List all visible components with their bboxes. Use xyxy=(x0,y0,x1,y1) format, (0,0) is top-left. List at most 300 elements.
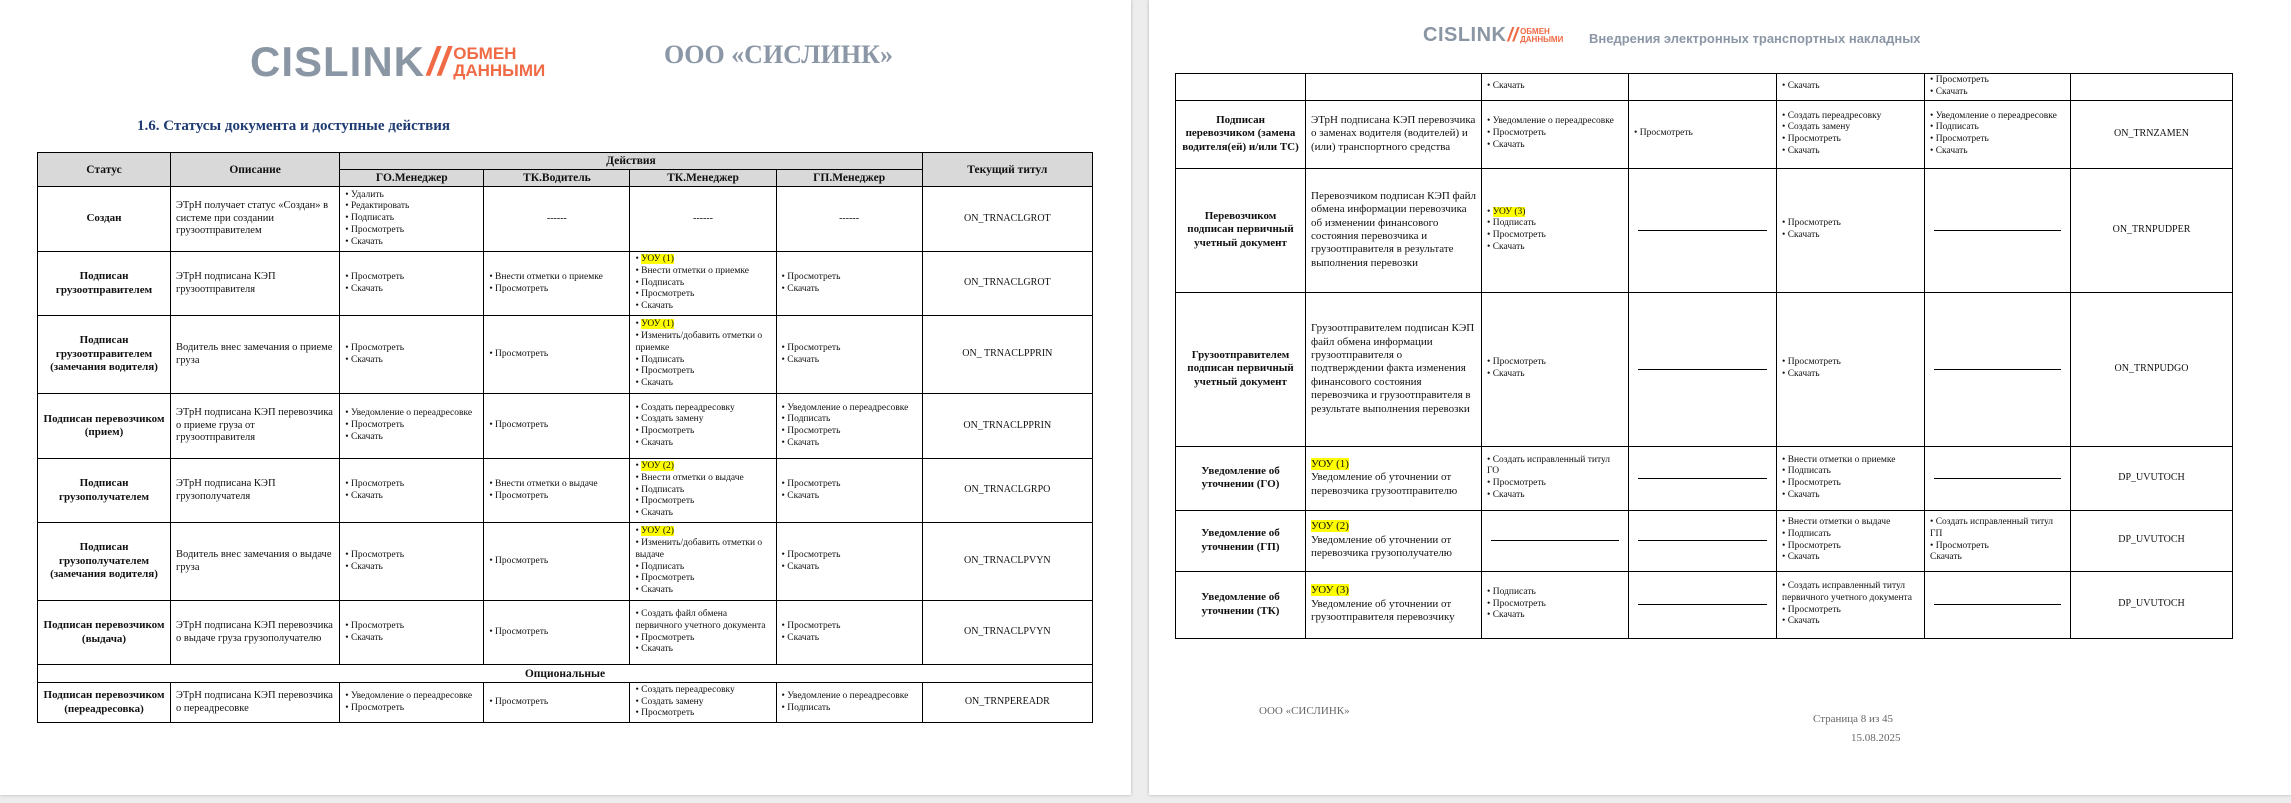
header-description: Описание xyxy=(171,153,340,187)
document-title: Внедрения электронных транспортных накладных xyxy=(1589,31,1921,46)
actions-cell-gp xyxy=(776,252,922,316)
action-item: • Просмотреть xyxy=(345,703,478,715)
table-row xyxy=(38,394,1093,459)
actions-cell-go xyxy=(340,316,484,394)
action-item: • Подписать xyxy=(1487,587,1623,599)
actions-cell-tkm xyxy=(630,316,776,394)
actions-cell-c6 xyxy=(1925,571,2071,638)
action-item: • Скачать xyxy=(1487,490,1623,502)
action-item: • Уведомление о переадресовке xyxy=(1930,111,2065,123)
actions-cell-tkm xyxy=(630,394,776,459)
action-item: • Внести отметки о приемке xyxy=(1782,455,1919,467)
action-list xyxy=(1782,218,1919,242)
description-cell: ЭТрН подписана КЭП грузополучателя xyxy=(171,459,340,523)
action-item: • Просмотреть xyxy=(345,550,478,562)
actions-cell-tkv xyxy=(484,394,630,459)
actions-cell-go xyxy=(1482,571,1629,638)
actions-cell-gp: ------ xyxy=(776,187,922,252)
action-item: • Создать исправленный титул ГП xyxy=(1930,517,2065,541)
actions-cell-gp xyxy=(776,394,922,459)
description-cell: ЭТрН подписана КЭП грузоотправителя xyxy=(171,252,340,316)
header-tkv: ТК.Водитель xyxy=(484,170,630,187)
action-list xyxy=(345,621,478,645)
actions-cell xyxy=(1629,74,1777,101)
action-list xyxy=(782,343,917,367)
uou-badge xyxy=(635,461,770,473)
action-item: • Скачать xyxy=(345,237,478,249)
actions-cell-gp xyxy=(776,459,922,523)
action-item: • Уведомление о переадресовке xyxy=(782,691,917,703)
description-cell: Водитель внес замечания о приеме груза xyxy=(171,316,340,394)
cislink-logo: CISLINK // ОБМЕН ДАННЫМИ xyxy=(1423,24,1564,46)
action-list xyxy=(1487,207,1623,219)
action-item: • Просмотреть xyxy=(1782,134,1919,146)
table-row xyxy=(38,252,1093,316)
current-title-cell: DP_UVUTOCH xyxy=(2071,510,2233,571)
action-item: • Создать замену xyxy=(1782,122,1919,134)
actions-cell-go xyxy=(340,459,484,523)
action-item: • Подписать xyxy=(1487,218,1623,230)
action-item: • Скачать xyxy=(1782,369,1919,381)
action-item: • Просмотреть xyxy=(1782,218,1919,230)
uou-label: УОУ (3) xyxy=(1311,584,1349,597)
action-item: • Внести отметки о приемке xyxy=(489,272,624,284)
current-title-cell: ON_TRNACLGROT xyxy=(922,252,1092,316)
action-item: • Скачать xyxy=(1782,146,1919,158)
action-list xyxy=(782,403,917,450)
action-item: • Просмотреть xyxy=(635,289,770,301)
uou-badge xyxy=(635,526,770,538)
action-item: • Создать переадресовку xyxy=(635,685,770,697)
action-item: • Просмотреть xyxy=(782,621,917,633)
header-actions: Действия xyxy=(340,153,922,170)
action-item: • Просмотреть xyxy=(782,343,917,355)
action-list xyxy=(635,526,770,538)
description-cell: Водитель внес замечания о выдаче груза xyxy=(171,523,340,601)
action-item: • Уведомление о переадресовке xyxy=(345,691,478,703)
action-list xyxy=(489,556,624,568)
action-list xyxy=(635,319,770,331)
action-item: • Подписать xyxy=(1782,529,1919,541)
actions-cell-tkm xyxy=(630,683,776,723)
action-item: • Удалить xyxy=(345,190,478,202)
table-row-continued xyxy=(1176,74,2233,101)
actions-cell-go xyxy=(1482,168,1629,292)
action-item: • Скачать xyxy=(1782,230,1919,242)
actions-cell-gp xyxy=(776,683,922,723)
action-item: • Просмотреть xyxy=(635,366,770,378)
action-list xyxy=(1782,357,1919,381)
footer-date: 15.08.2025 xyxy=(1851,732,1901,744)
action-list xyxy=(635,685,770,720)
current-title-cell: ON_ TRNACLPPRIN xyxy=(922,316,1092,394)
uou-label: УОУ (1) xyxy=(641,254,674,265)
action-list xyxy=(782,550,917,574)
action-list xyxy=(489,479,624,503)
header-current-title: Текущий титул xyxy=(922,153,1092,187)
uou-label: УОУ (1) xyxy=(641,319,674,330)
action-item: • Подписать xyxy=(1930,122,2065,134)
action-list xyxy=(635,403,770,450)
description-text: Грузоотправителем подписан КЭП файл обмена информации грузоотправителя о подтверждении факта изменения финансового состояния перевозчика и грузоотправителя в результате выполнения перевозки xyxy=(1311,322,1475,415)
actions-cell-tkm xyxy=(630,252,776,316)
action-list xyxy=(635,609,770,656)
action-list xyxy=(1487,81,1623,93)
action-item: • Просмотреть xyxy=(782,550,917,562)
header-tkm: ТК.Менеджер xyxy=(630,170,776,187)
action-item: • Скачать xyxy=(345,355,478,367)
action-item: • Просмотреть xyxy=(782,272,917,284)
action-list xyxy=(1782,581,1919,628)
action-list xyxy=(635,538,770,597)
action-item: • Просмотреть xyxy=(1634,128,1771,140)
action-item: • Изменить/добавить отметки о приемке xyxy=(635,331,770,355)
action-item-tail: Скачать xyxy=(1930,552,1962,563)
table-row xyxy=(1176,510,2233,571)
uou-badge xyxy=(635,319,770,331)
description-cell xyxy=(1306,446,1482,510)
action-item: • Скачать xyxy=(635,438,770,450)
uou-label: УОУ (1) xyxy=(1311,457,1349,470)
status-cell: Перевозчиком подписан первичный учетный документ xyxy=(1176,168,1306,292)
actions-cell-gp xyxy=(776,523,922,601)
description-text: Перевозчиком подписан КЭП файл обмена информации перевозчика об изменении финансового состояния перевозчика и грузоотправителя в результате выполнения перевозки xyxy=(1311,189,1476,269)
table-row xyxy=(38,459,1093,523)
action-list xyxy=(782,272,917,296)
current-title-cell: ON_TRNPUDPER xyxy=(2071,168,2233,292)
actions-cell-tkm xyxy=(630,523,776,601)
table-row xyxy=(38,523,1093,601)
table-row xyxy=(38,683,1093,723)
current-title-cell: ON_TRNACLPVYN xyxy=(922,523,1092,601)
actions-cell-c5 xyxy=(1777,446,1925,510)
description-cell xyxy=(1306,74,1482,101)
action-item: • Просмотреть xyxy=(1487,478,1623,490)
actions-cell-tkv xyxy=(484,252,630,316)
action-item: • Просмотреть xyxy=(489,627,624,639)
header-go: ГО.Менеджер xyxy=(340,170,484,187)
status-cell xyxy=(1176,74,1306,101)
header-status: Статус xyxy=(38,153,171,187)
action-item: • Подписать xyxy=(345,213,478,225)
actions-cell-tkv xyxy=(484,459,630,523)
current-title-cell xyxy=(2071,74,2233,101)
action-item: • Внести отметки о приемке xyxy=(635,266,770,278)
actions-cell-c6 xyxy=(1925,446,2071,510)
action-item: • Просмотреть xyxy=(1930,134,2065,146)
description-cell: ЭТрН получает статус «Создан» в системе при создании грузоотправителем xyxy=(171,187,340,252)
action-list xyxy=(489,272,624,296)
actions-cell-tkv xyxy=(484,523,630,601)
action-item: • Скачать xyxy=(1487,140,1623,152)
action-item: • Подписать xyxy=(782,703,917,715)
action-item: • Просмотреть xyxy=(1782,605,1919,617)
actions-cell xyxy=(1925,74,2071,101)
document-page-1 xyxy=(0,0,1131,795)
action-item: • Уведомление о переадресовке xyxy=(345,408,478,420)
empty-line xyxy=(1638,230,1767,231)
uou-label: УОУ (2) xyxy=(1311,520,1349,533)
action-item: • Просмотреть xyxy=(635,573,770,585)
status-cell: Уведомление об уточнении (ТК) xyxy=(1176,571,1306,638)
action-item: • Просмотреть xyxy=(1930,541,2065,553)
action-item: • Просмотреть xyxy=(345,479,478,491)
status-actions-table-continued xyxy=(1175,73,2233,639)
description-cell xyxy=(1306,100,1482,168)
actions-cell-c5 xyxy=(1777,292,1925,446)
current-title-cell: ON_TRNACLPPRIN xyxy=(922,394,1092,459)
actions-cell-go xyxy=(1482,446,1629,510)
action-item: • Просмотреть xyxy=(1930,75,2065,87)
actions-cell-c4 xyxy=(1629,292,1777,446)
action-item: • Создать переадресовку xyxy=(635,403,770,415)
actions-cell-go xyxy=(340,187,484,252)
table-row xyxy=(1176,168,2233,292)
action-list xyxy=(345,691,478,715)
status-cell: Подписан грузополучателем xyxy=(38,459,171,523)
optional-label: Опциональные xyxy=(38,665,1093,683)
empty-line xyxy=(1934,604,2061,605)
actions-cell-go xyxy=(340,683,484,723)
action-item: • Подписать xyxy=(782,414,917,426)
company-name: ООО «СИСЛИНК» xyxy=(664,40,893,69)
current-title-cell: ON_TRNPUDGO xyxy=(2071,292,2233,446)
action-item: • Просмотреть xyxy=(345,343,478,355)
action-item: • Просмотреть xyxy=(635,708,770,720)
action-list xyxy=(489,627,624,639)
actions-cell-c4 xyxy=(1629,510,1777,571)
action-item: • Внести отметки о выдаче xyxy=(489,479,624,491)
action-item: • Редактировать xyxy=(345,201,478,213)
action-list xyxy=(345,343,478,367)
status-cell: Создан xyxy=(38,187,171,252)
action-item: • Просмотреть xyxy=(635,496,770,508)
action-item: • Просмотреть xyxy=(1487,357,1623,369)
action-item: • Скачать xyxy=(345,562,478,574)
description-text: Уведомление об уточнении от грузоотправителя перевозчику xyxy=(1311,597,1455,624)
cislink-logo: CISLINK // ОБМЕН ДАННЫМИ xyxy=(250,38,546,85)
empty-line xyxy=(1934,369,2061,370)
actions-cell-tkv xyxy=(484,601,630,665)
status-actions-table xyxy=(37,152,1093,723)
action-item: • Просмотреть xyxy=(1487,128,1623,140)
document-page-2 xyxy=(1149,0,2291,795)
description-text: Уведомление об уточнении от перевозчика грузополучателю xyxy=(1311,533,1453,560)
actions-cell-tkm xyxy=(630,459,776,523)
action-list xyxy=(1634,128,1771,140)
action-item: • Скачать xyxy=(1782,616,1919,628)
empty-line xyxy=(1638,369,1767,370)
description-cell: ЭТрН подписана КЭП перевозчика о переадресовке xyxy=(171,683,340,723)
actions-cell-c4 xyxy=(1629,168,1777,292)
action-item: • Просмотреть xyxy=(345,225,478,237)
action-item: • Просмотреть xyxy=(1487,599,1623,611)
status-cell: Подписан грузоотправителем (замечания водителя) xyxy=(38,316,171,394)
table-row xyxy=(38,187,1093,252)
action-item: • Скачать xyxy=(1487,610,1623,622)
empty-line xyxy=(1934,478,2061,479)
actions-cell-gp xyxy=(776,316,922,394)
action-item: • Подписать xyxy=(635,562,770,574)
current-title-cell: DP_UVUTOCH xyxy=(2071,446,2233,510)
action-list xyxy=(1487,116,1623,151)
action-item: • Скачать xyxy=(782,562,917,574)
action-item: • Скачать xyxy=(1782,81,1919,93)
action-list xyxy=(489,420,624,432)
action-item: • Скачать xyxy=(635,644,770,656)
actions-cell-c6 xyxy=(1925,168,2071,292)
header-gp: ГП.Менеджер xyxy=(776,170,922,187)
actions-cell-go xyxy=(1482,292,1629,446)
action-list xyxy=(489,349,624,361)
action-list xyxy=(345,272,478,296)
actions-cell-go xyxy=(340,252,484,316)
action-item: • Просмотреть xyxy=(345,272,478,284)
empty-line xyxy=(1638,604,1767,605)
action-item: • Изменить/добавить отметки о выдаче xyxy=(635,538,770,562)
action-item: • Создать исправленный титул ГО xyxy=(1487,455,1623,479)
action-item: • Просмотреть xyxy=(489,349,624,361)
action-list xyxy=(635,331,770,390)
actions-cell-tkv xyxy=(484,683,630,723)
actions-cell-tkv: ------ xyxy=(484,187,630,252)
action-item: • Просмотреть xyxy=(1782,357,1919,369)
table-row xyxy=(1176,446,2233,510)
action-item: • Скачать xyxy=(345,491,478,503)
action-item: • Скачать xyxy=(635,585,770,597)
actions-cell-tkm xyxy=(630,601,776,665)
empty-line xyxy=(1491,540,1619,541)
description-cell xyxy=(1306,292,1482,446)
action-item: • Просмотреть xyxy=(782,426,917,438)
current-title-cell: ON_TRNACLPVYN xyxy=(922,601,1092,665)
action-item: • Скачать xyxy=(782,633,917,645)
status-cell: Уведомление об уточнении (ГП) xyxy=(1176,510,1306,571)
action-item: • Просмотреть xyxy=(489,491,624,503)
current-title-cell: DP_UVUTOCH xyxy=(2071,571,2233,638)
actions-cell-go xyxy=(340,601,484,665)
action-item: • Просмотреть xyxy=(489,420,624,432)
action-item: • Просмотреть xyxy=(635,633,770,645)
uou-label: УОУ (2) xyxy=(641,461,674,472)
action-list xyxy=(635,254,770,266)
action-list xyxy=(782,479,917,503)
uou-badge xyxy=(635,254,770,266)
status-cell: Подписан перевозчиком (выдача) xyxy=(38,601,171,665)
action-list xyxy=(1487,455,1623,502)
action-item: • Скачать xyxy=(1487,369,1623,381)
action-item: • Просмотреть xyxy=(782,479,917,491)
empty-line xyxy=(1934,230,2061,231)
table-row xyxy=(38,601,1093,665)
status-cell: Подписан грузоотправителем xyxy=(38,252,171,316)
actions-cell-c5 xyxy=(1777,571,1925,638)
action-list xyxy=(1930,75,2065,99)
action-item: • Просмотреть xyxy=(489,697,624,709)
action-item: • Скачать xyxy=(635,508,770,520)
action-item: • Создать переадресовку xyxy=(1782,111,1919,123)
action-item: • Скачать xyxy=(782,438,917,450)
action-list xyxy=(1782,81,1919,93)
action-item: • Скачать xyxy=(1782,552,1919,564)
actions-cell-c5 xyxy=(1777,100,1925,168)
status-cell: Подписан перевозчиком (переадресовка) xyxy=(38,683,171,723)
status-cell: Подписан перевозчиком (прием) xyxy=(38,394,171,459)
table-row xyxy=(1176,571,2233,638)
action-item: • Уведомление о переадресовке xyxy=(782,403,917,415)
description-text: ЭТрН подписана КЭП перевозчика о заменах водителя (водителей) и (или) транспортного средства xyxy=(1311,113,1476,153)
header-row xyxy=(38,153,1093,170)
description-cell xyxy=(1306,510,1482,571)
actions-cell-c6 xyxy=(1925,100,2071,168)
action-list xyxy=(782,621,917,645)
action-list xyxy=(345,550,478,574)
action-item: • Скачать xyxy=(1930,87,2065,99)
footer-company: ООО «СИСЛИНК» xyxy=(1259,705,1350,717)
uou-label: УОУ (3) xyxy=(1492,206,1526,217)
empty-line xyxy=(1638,540,1767,541)
action-item: • Скачать xyxy=(1782,490,1919,502)
action-list xyxy=(1487,218,1623,253)
optional-header-row xyxy=(38,665,1093,683)
action-item: • Скачать xyxy=(782,355,917,367)
section-title: 1.6. Статусы документа и доступные действия xyxy=(137,118,451,134)
action-list xyxy=(345,408,478,443)
action-item: • Скачать xyxy=(635,301,770,313)
current-title-cell: ON_TRNZAMEN xyxy=(2071,100,2233,168)
current-title-cell: ON_TRNACLGROT xyxy=(922,187,1092,252)
action-list xyxy=(345,479,478,503)
action-item: • Скачать xyxy=(345,633,478,645)
action-list xyxy=(1487,357,1623,381)
uou-badge xyxy=(1487,207,1623,219)
status-cell: Подписан грузополучателем (замечания водителя) xyxy=(38,523,171,601)
action-item: • Просмотреть xyxy=(345,621,478,633)
action-list xyxy=(1930,111,2065,158)
action-item: • Скачать xyxy=(1487,242,1623,254)
action-item: • Скачать xyxy=(782,491,917,503)
description-text: Уведомление об уточнении от перевозчика грузоотправителю xyxy=(1311,471,1458,497)
table-row xyxy=(1176,100,2233,168)
action-item: • Внести отметки о выдаче xyxy=(635,473,770,485)
action-item: • Уведомление о переадресовке xyxy=(1487,116,1623,128)
action-item: • Просмотреть xyxy=(635,426,770,438)
actions-cell-go xyxy=(1482,100,1629,168)
action-list xyxy=(1782,455,1919,502)
description-cell: ЭТрН подписана КЭП перевозчика о выдаче груза грузополучателю xyxy=(171,601,340,665)
action-list xyxy=(1930,517,2065,552)
actions-cell-go xyxy=(340,394,484,459)
action-item: • Скачать xyxy=(345,284,478,296)
action-item: • Просмотреть xyxy=(1782,541,1919,553)
actions-cell-c5 xyxy=(1777,510,1925,571)
action-item: • Просмотреть xyxy=(1487,230,1623,242)
action-item: • Скачать xyxy=(1487,81,1623,93)
action-list xyxy=(635,266,770,313)
actions-cell-c6 xyxy=(1925,510,2071,571)
table-row xyxy=(38,316,1093,394)
action-list xyxy=(782,691,917,715)
status-cell: Уведомление об уточнении (ГО) xyxy=(1176,446,1306,510)
action-item: • Просмотреть xyxy=(489,556,624,568)
action-item: • Создать замену xyxy=(635,697,770,709)
description-cell: ЭТрН подписана КЭП перевозчика о приеме груза от грузоотправителя xyxy=(171,394,340,459)
actions-cell-c6 xyxy=(1925,292,2071,446)
action-item: • Скачать xyxy=(1930,146,2065,158)
action-item: • Создать файл обмена первичного учетного документа xyxy=(635,609,770,633)
actions-cell-c5 xyxy=(1777,168,1925,292)
actions-cell-c4 xyxy=(1629,571,1777,638)
